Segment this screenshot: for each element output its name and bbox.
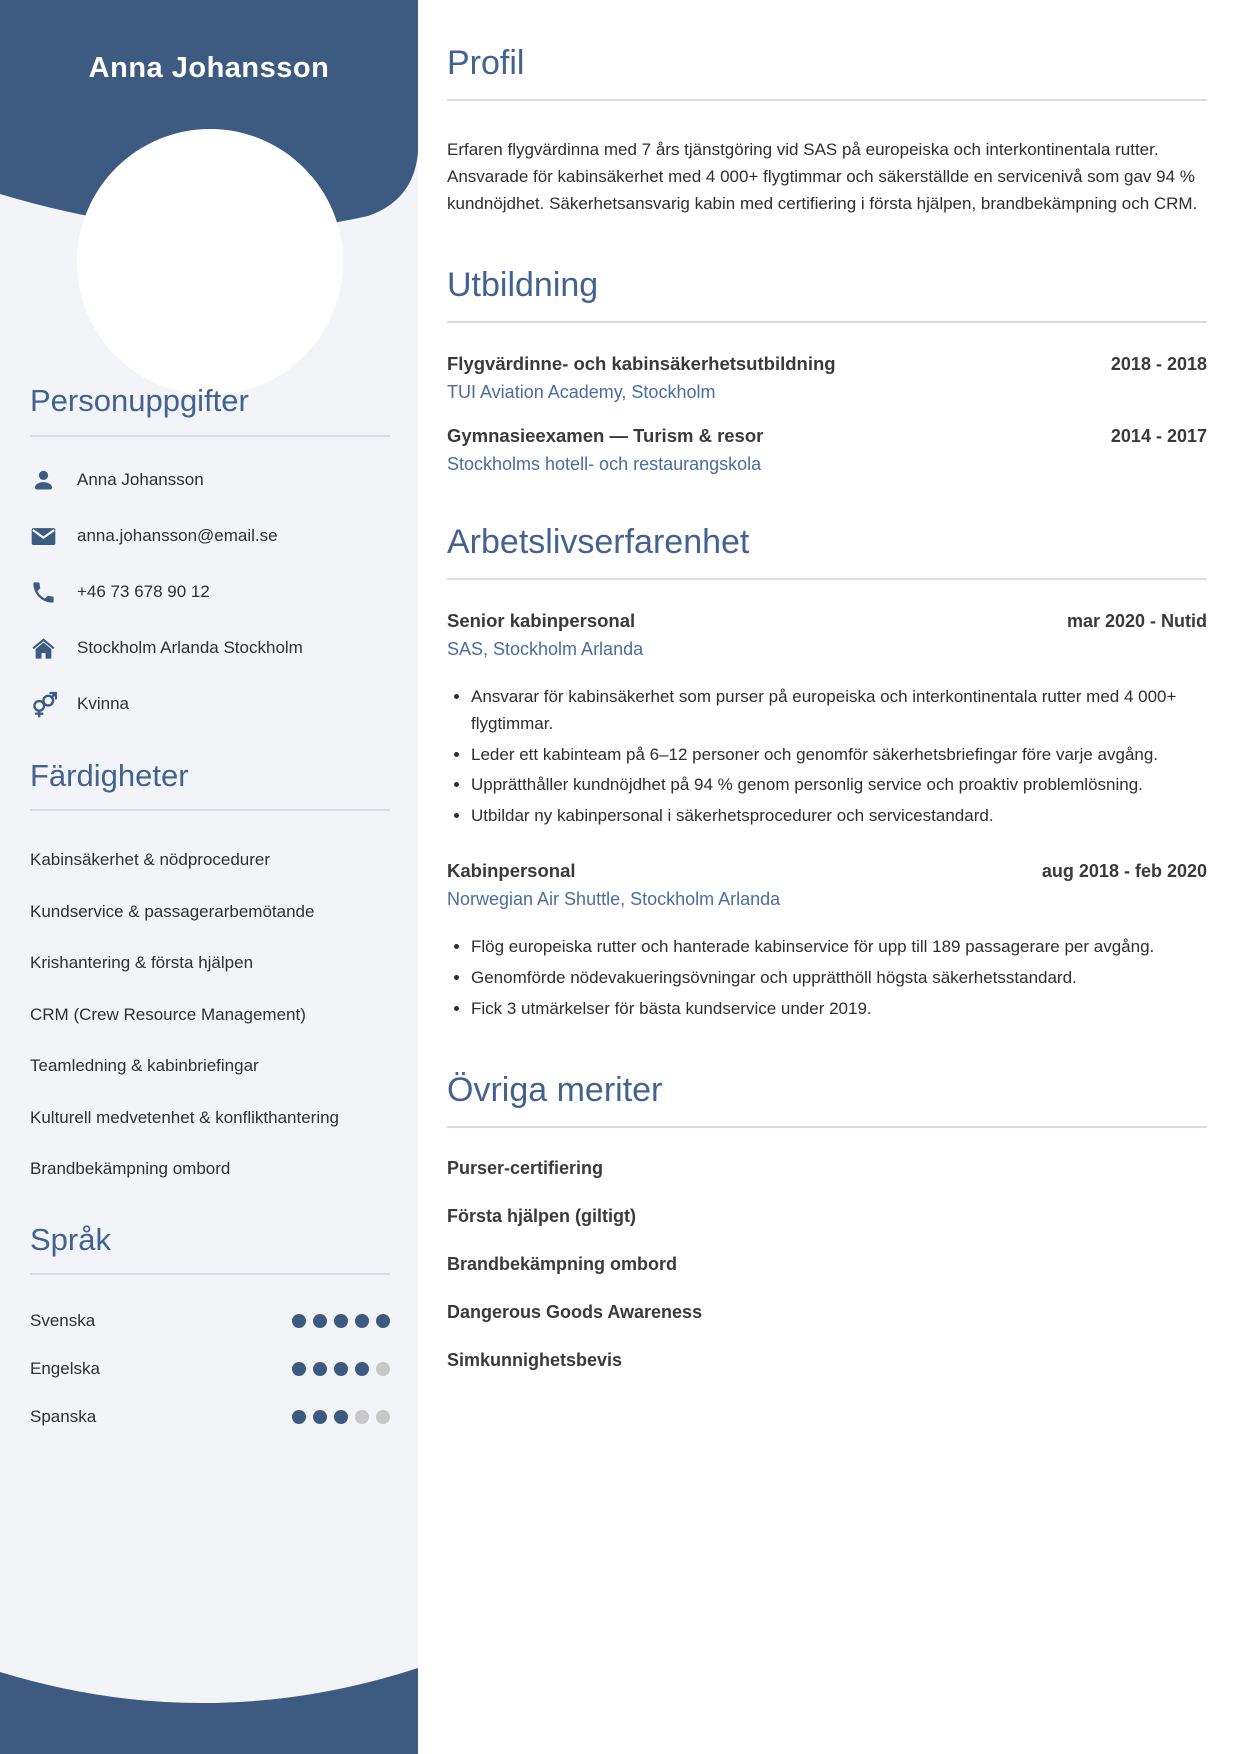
job-bullet: • Ansvarar för kabinsäkerhet som purser på europeiska och interkontinentala rutter med 4 000+ flygtimmar. bbox=[471, 684, 1207, 738]
language-level-dot bbox=[355, 1362, 369, 1376]
merit-item: Brandbekämpning ombord bbox=[447, 1253, 678, 1274]
language-row bbox=[30, 1311, 390, 1331]
job-period: mar 2020 - Nutid bbox=[1066, 610, 1207, 631]
skill-item: Brandbekämpning ombord bbox=[30, 1159, 231, 1179]
education-period: 2014 - 2017 bbox=[1110, 425, 1207, 446]
profile-section bbox=[447, 44, 1207, 218]
section-divider bbox=[447, 1126, 1207, 1128]
job-entry bbox=[447, 860, 1207, 1023]
language-level-dot bbox=[334, 1362, 348, 1376]
skill-item: Teamledning & kabinbriefingar bbox=[30, 1056, 259, 1076]
main-content bbox=[447, 44, 1207, 1398]
skill-item: Kabinsäkerhet & nödprocedurer bbox=[30, 850, 271, 870]
job-bullets bbox=[447, 934, 1207, 1023]
language-level-dot bbox=[355, 1410, 369, 1424]
language-level-dot bbox=[292, 1410, 306, 1424]
job-company: SAS, Stockholm Arlanda bbox=[447, 638, 644, 659]
contact-list bbox=[30, 467, 390, 718]
phone-icon bbox=[30, 579, 57, 606]
skill-item: Kundservice & passagerarbemötande bbox=[30, 901, 315, 921]
experience-heading: Arbetslivserfarenhet bbox=[447, 522, 750, 561]
section-divider bbox=[447, 578, 1207, 580]
contact-gender-text: Kvinna bbox=[77, 694, 129, 714]
language-level-dot bbox=[376, 1410, 390, 1424]
language-level-dot bbox=[313, 1410, 327, 1424]
language-name: Engelska bbox=[30, 1359, 100, 1379]
skill-item: Krishantering & första hjälpen bbox=[30, 953, 254, 973]
education-entry bbox=[447, 425, 1207, 475]
section-divider bbox=[30, 1273, 390, 1275]
gender-icon bbox=[30, 691, 57, 718]
education-section bbox=[447, 266, 1207, 475]
merit-item: Dangerous Goods Awareness bbox=[447, 1301, 703, 1322]
language-level-dots bbox=[292, 1410, 390, 1424]
sidebar-content bbox=[0, 0, 418, 1455]
job-bullets bbox=[447, 684, 1207, 830]
job-bullet: • Genomförde nödevakueringsövningar och upprätthöll högsta säkerhetsstandard. bbox=[471, 965, 1207, 992]
language-level-dot bbox=[313, 1314, 327, 1328]
merit-item: Första hjälpen (giltigt) bbox=[447, 1205, 636, 1226]
language-level-dot bbox=[313, 1362, 327, 1376]
profile-text: Erfaren flygvärdinna med 7 års tjänstgöring vid SAS på europeiska och interkontinentala rutter. Ansvarade för kabinsäkerhet med 4 000+ flygtimmar och säkerställde en servicenivå som gav 94 % kundnöjdhet. Säkerhetsansvarig kabin med certifiering i första hjälpen, brandbekämpning och CRM. bbox=[447, 140, 1198, 213]
contact-item-gender bbox=[30, 691, 390, 718]
contact-email-text: anna.johansson@email.se bbox=[77, 526, 278, 546]
skill-item: CRM (Crew Resource Management) bbox=[30, 1004, 306, 1024]
job-bullet: • Upprätthåller kundnöjdhet på 94 % genom personlig service och proaktiv problemlösning. bbox=[471, 772, 1207, 799]
skill-item: Kulturell medvetenhet & konflikthantering bbox=[30, 1107, 340, 1127]
section-divider bbox=[30, 435, 390, 437]
contact-item-email bbox=[30, 523, 390, 550]
merit-item: Purser-certifiering bbox=[447, 1157, 604, 1178]
education-heading: Utbildning bbox=[447, 265, 599, 304]
footer-curve-shape bbox=[0, 1666, 418, 1754]
education-period: 2018 - 2018 bbox=[1110, 353, 1207, 374]
home-icon bbox=[30, 635, 57, 662]
skills-list bbox=[30, 847, 390, 1182]
contact-name-text: Anna Johansson bbox=[77, 470, 204, 490]
section-divider bbox=[447, 99, 1207, 101]
language-level-dot bbox=[292, 1314, 306, 1328]
merit-item: Simkunnighetsbevis bbox=[447, 1349, 623, 1370]
experience-section bbox=[447, 523, 1207, 1023]
language-level-dot bbox=[292, 1362, 306, 1376]
contact-phone-text: +46 73 678 90 12 bbox=[77, 582, 210, 602]
education-school: Stockholms hotell- och restaurangskola bbox=[447, 453, 762, 474]
skills-heading: Färdigheter bbox=[30, 757, 189, 793]
language-name: Spanska bbox=[30, 1407, 97, 1427]
section-divider bbox=[447, 321, 1207, 323]
contact-item-address bbox=[30, 635, 390, 662]
education-title: Gymnasieexamen — Turism & resor bbox=[447, 424, 764, 446]
candidate-name: Anna Johansson bbox=[88, 52, 330, 84]
envelope-icon bbox=[30, 523, 57, 550]
contact-item-phone bbox=[30, 579, 390, 606]
language-level-dot bbox=[355, 1314, 369, 1328]
other-merits-section bbox=[447, 1071, 1207, 1371]
language-level-dot bbox=[334, 1410, 348, 1424]
language-row bbox=[30, 1407, 390, 1427]
language-row bbox=[30, 1359, 390, 1379]
language-name: Svenska bbox=[30, 1311, 96, 1331]
experience-entries bbox=[447, 610, 1207, 1023]
education-school: TUI Aviation Academy, Stockholm bbox=[447, 381, 716, 402]
job-bullet: • Utbildar ny kabinpersonal i säkerhetsprocedurer och servicestandard. bbox=[471, 803, 1207, 830]
languages-list bbox=[30, 1311, 390, 1427]
language-level-dot bbox=[376, 1314, 390, 1328]
profile-heading: Profil bbox=[447, 44, 525, 82]
language-level-dot bbox=[334, 1314, 348, 1328]
job-bullet: • Flög europeiska rutter och hanterade kabinservice för upp till 189 passagerare per avgång. bbox=[471, 934, 1207, 961]
job-entry bbox=[447, 610, 1207, 830]
language-level-dots bbox=[292, 1362, 390, 1376]
other-merits-list bbox=[447, 1158, 1207, 1371]
job-bullet: • Leder ett kabinteam på 6–12 personer och genomför säkerhetsbriefingar före varje avgång. bbox=[471, 742, 1207, 769]
languages-heading: Språk bbox=[30, 1221, 111, 1257]
personal-details-heading: Personuppgifter bbox=[30, 383, 249, 418]
job-bullet: • Fick 3 utmärkelser för bästa kundservice under 2019. bbox=[471, 996, 1207, 1023]
job-period: aug 2018 - feb 2020 bbox=[1041, 861, 1207, 882]
job-title: Senior kabinpersonal bbox=[447, 609, 636, 631]
education-entry bbox=[447, 353, 1207, 403]
job-title: Kabinpersonal bbox=[447, 860, 576, 882]
section-divider bbox=[30, 809, 390, 811]
job-company: Norwegian Air Shuttle, Stockholm Arlanda bbox=[447, 889, 781, 910]
contact-address-text: Stockholm Arlanda Stockholm bbox=[77, 638, 303, 658]
language-level-dot bbox=[376, 1362, 390, 1376]
contact-item-name bbox=[30, 467, 390, 494]
education-title: Flygvärdinne- och kabinsäkerhetsutbildning bbox=[447, 352, 836, 374]
sidebar bbox=[0, 0, 418, 1754]
language-level-dots bbox=[292, 1314, 390, 1328]
person-icon bbox=[30, 467, 57, 494]
education-entries bbox=[447, 353, 1207, 475]
other-merits-heading: Övriga meriter bbox=[447, 1070, 663, 1109]
